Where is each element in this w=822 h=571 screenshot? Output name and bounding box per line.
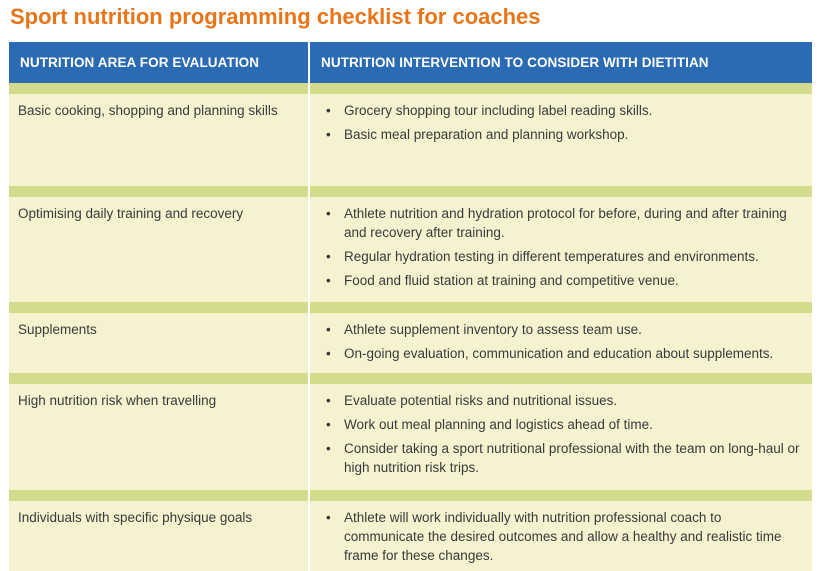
intervention-cell bbox=[310, 384, 812, 490]
page-title: Sport nutrition programming checklist for coaches bbox=[10, 4, 541, 29]
list-item: • Athlete supplement inventory to assess team use. bbox=[324, 320, 802, 339]
checklist-table bbox=[9, 42, 812, 571]
intervention-list bbox=[324, 508, 802, 565]
table-row bbox=[9, 94, 812, 186]
table-header bbox=[9, 42, 812, 83]
intervention-cell bbox=[310, 197, 812, 302]
row-divider bbox=[9, 186, 812, 197]
row-divider bbox=[9, 302, 812, 313]
intervention-cell bbox=[310, 313, 812, 373]
table-row bbox=[9, 313, 812, 373]
list-item: • Grocery shopping tour including label reading skills. bbox=[324, 101, 802, 120]
header-nutrition-intervention: NUTRITION INTERVENTION TO CONSIDER WITH DIETITIAN bbox=[321, 55, 709, 70]
list-item: • Evaluate potential risks and nutritional issues. bbox=[324, 391, 802, 410]
row-divider bbox=[9, 490, 812, 501]
header-nutrition-area: NUTRITION AREA FOR EVALUATION bbox=[9, 42, 310, 83]
table-row bbox=[9, 197, 812, 302]
list-item: • On-going evaluation, communication and education about supplements. bbox=[324, 344, 802, 363]
row-divider bbox=[9, 83, 812, 94]
intervention-list bbox=[324, 101, 802, 144]
list-item: • Basic meal preparation and planning workshop. bbox=[324, 125, 802, 144]
area-cell: Basic cooking, shopping and planning skills bbox=[9, 94, 310, 186]
list-item: • Consider taking a sport nutritional professional with the team on long-haul or high nutrition risk trips. bbox=[324, 439, 802, 477]
list-item: • Athlete nutrition and hydration protocol for before, during and after training and recovery after training. bbox=[324, 204, 802, 242]
area-cell: Supplements bbox=[9, 313, 310, 373]
intervention-list bbox=[324, 320, 802, 363]
intervention-cell bbox=[310, 501, 812, 571]
list-item: • Work out meal planning and logistics ahead of time. bbox=[324, 415, 802, 434]
list-item: • Food and fluid station at training and competitive venue. bbox=[324, 271, 802, 290]
intervention-list bbox=[324, 204, 802, 290]
area-cell: High nutrition risk when travelling bbox=[9, 384, 310, 490]
area-cell: Individuals with specific physique goals bbox=[9, 501, 310, 571]
table-row bbox=[9, 501, 812, 571]
row-divider bbox=[9, 373, 812, 384]
list-item: • Athlete will work individually with nutrition professional coach to communicate the desired outcomes and allow a healthy and realistic time frame for these changes. bbox=[324, 508, 802, 565]
intervention-list bbox=[324, 391, 802, 477]
area-cell: Optimising daily training and recovery bbox=[9, 197, 310, 302]
list-item: • Regular hydration testing in different temperatures and environments. bbox=[324, 247, 802, 266]
table-row bbox=[9, 384, 812, 490]
intervention-cell bbox=[310, 94, 812, 186]
